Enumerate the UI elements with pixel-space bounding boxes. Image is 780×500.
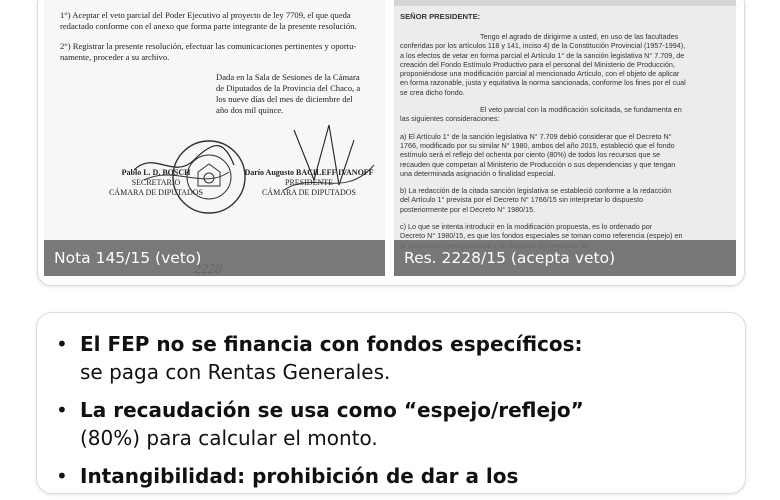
- signer-org: CÁMARA DE DIPUTADOS: [108, 188, 204, 197]
- doc-line: Tengo el agrado de dirigirme a usted, en uso de las facultades: [480, 32, 679, 41]
- resolution-item-line: redactado conforme con el anexo que forma parte integrante de la presente resolución.: [60, 21, 357, 31]
- key-point-item: [54, 396, 734, 452]
- resolution-item-line: 1°) Aceptar el veto parcial del Poder Ejecutivo al proyecto de ley 7709, el que queda: [60, 10, 351, 20]
- doc-line: creación del Fondo Estímulo Productivo para el personal del Ministerio de Producción,: [400, 59, 675, 69]
- key-point-text: se paga con Rentas Generales.: [80, 360, 391, 384]
- signer-org: CÁMARA DE DIPUTADOS: [261, 188, 357, 197]
- doc-line: conferidas por los artículos 118 y 141, inciso 4) de la Constitución Provincial (1957-1994),: [400, 41, 686, 51]
- doc-line: del Artículo 1° prevista por el Decreto N° 1766/15 sin interpretar lo dispuesto: [400, 195, 644, 205]
- salutation: SEÑOR PRESIDENTE:: [400, 12, 481, 21]
- bullet-dot-icon: •: [56, 398, 68, 422]
- key-point-bold: El FEP no se financia con fondos específicos:: [80, 332, 583, 356]
- doc-line: posteriormente por el Decreto N° 1980/15.: [400, 204, 536, 214]
- doc-line: 1766, modificado por su similar N° 1980, ambos del año 2015, estableció que el fondo: [400, 140, 675, 150]
- given-at-line: de Diputados de la Provincia del Chaco, a: [216, 83, 361, 93]
- thumbnail-caption: Nota 145/15 (veto): [44, 240, 385, 276]
- doc-line: recauden que competan al Ministerio de Producción o sus dependencias y que tengan: [400, 159, 676, 169]
- doc-line: en forma razonable, justa y equitativa la norma sancionada, conforme los fines por el cual: [400, 78, 686, 88]
- bullet-dot-icon: •: [56, 332, 68, 356]
- doc-line: Decreto N° 1980/15, es que los fondos especiales se toman como referencia (espejo) en: [400, 231, 683, 241]
- given-at-line: Dada en la Sala de Sesiones de la Cámara: [216, 72, 360, 82]
- signer-name: Pablo L. D. BOSCH: [121, 168, 191, 177]
- doc-line: estímulo será el reflejo del ochenta por ciento (80%) de todos los recursos que se: [400, 150, 661, 160]
- doc-line: c) Lo que se intenta introducir en la modificación propuesta, es lo ordenado por: [400, 222, 653, 232]
- key-point-item: [54, 462, 734, 490]
- key-point-text: (80%) para calcular el monto.: [80, 426, 378, 450]
- doc-line: a los efectos de vetar en forma parcial el Artículo 1° de la sanción legislativa N° 7.709, de: [400, 50, 685, 60]
- signer-role: SECRETARIO: [131, 178, 181, 187]
- key-point-bold: Intangibilidad: prohibición de dar a los: [80, 464, 519, 488]
- doc-line: las siguientes consideraciones:: [400, 114, 500, 124]
- bullet-dot-icon: •: [56, 464, 68, 488]
- given-at-line: año dos mil quince.: [216, 105, 284, 115]
- key-point-item: [54, 330, 734, 386]
- signer-role: PRESIDENTE: [285, 178, 333, 187]
- document-thumbnail-resolution[interactable]: [394, 0, 736, 276]
- resolution-item-line: 2°) Registrar la presente resolución, efectuar las comunicaciones pertinentes y oportu-: [60, 41, 357, 51]
- page-top-edge: [394, 0, 736, 6]
- doc-line: una determinada asignación o finalidad especial.: [400, 168, 556, 178]
- doc-line: b) La redacción de la citada sanción legislativa se estableció conforme a la redacción: [400, 186, 672, 196]
- doc-line: proponiéndose una modificación parcial al mencionado Artículo, con el objeto de aplicar: [400, 69, 680, 79]
- key-point-bold: La recaudación se usa como “espejo/reflejo”: [80, 398, 584, 422]
- key-points-list: [54, 330, 734, 500]
- doc-line: a) El Artículo 1° de la sanción legislativa N° 7.709 debió considerar que el Decreto N°: [400, 131, 672, 141]
- doc-line: se crea dicho fondo.: [400, 87, 465, 97]
- given-at-line: los nueve días del mes de diciembre del: [216, 94, 353, 104]
- document-thumbnail-veto-note[interactable]: [44, 0, 385, 276]
- resolution-item-line: namente, proceder a su archivo.: [60, 52, 170, 62]
- thumbnail-caption: Res. 2228/15 (acepta veto): [394, 240, 736, 276]
- signer-name: Darío Augusto BACILEFF IVANOFF: [244, 168, 374, 177]
- doc-line: El veto parcial con la modificación solicitada, se fundamenta en: [480, 105, 682, 115]
